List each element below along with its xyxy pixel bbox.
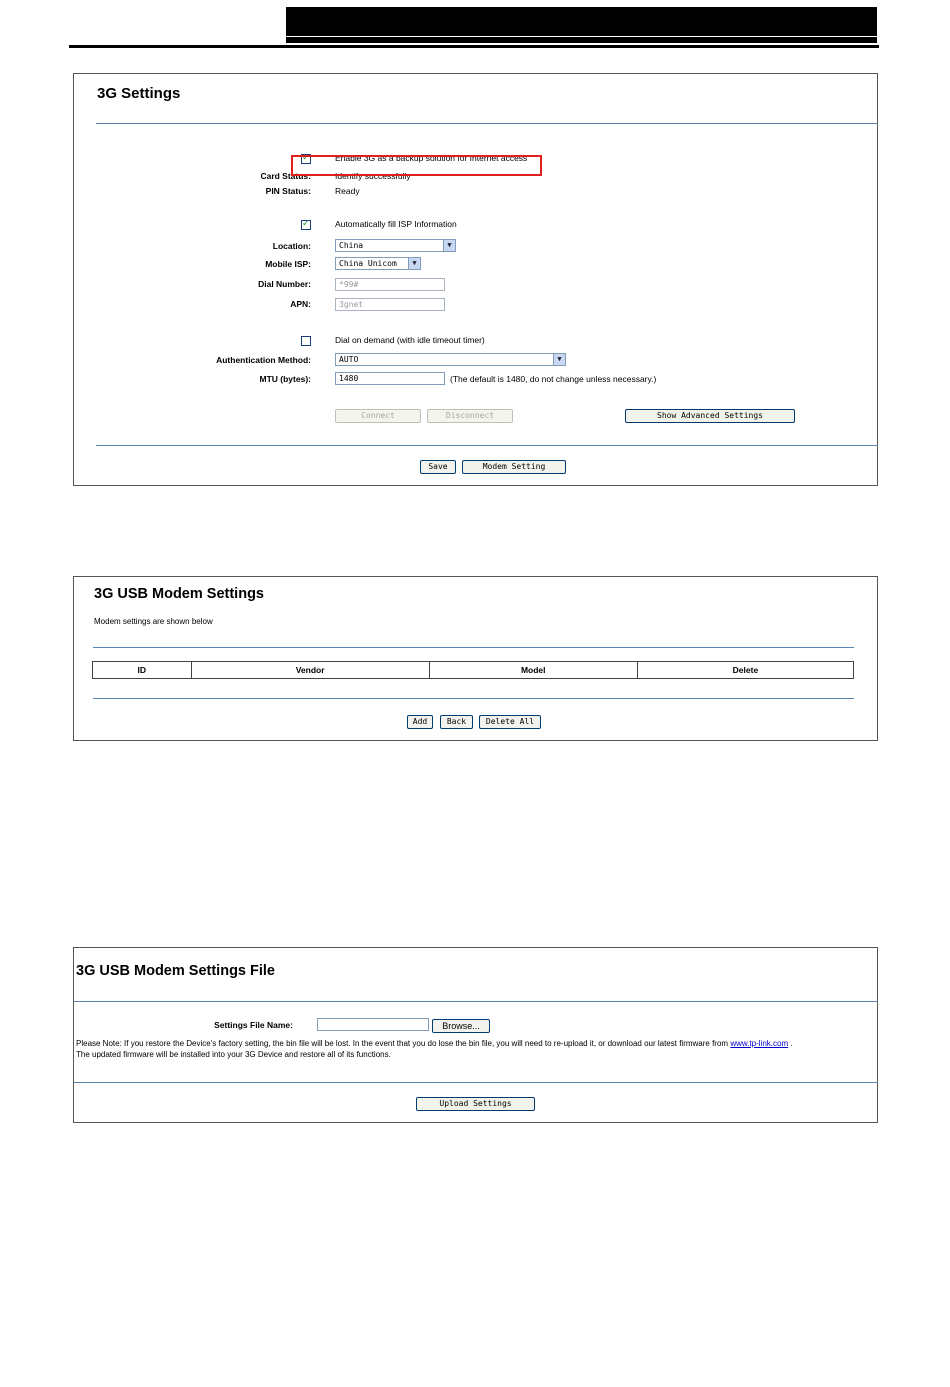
column-delete: Delete	[637, 662, 853, 679]
delete-all-button[interactable]: Delete All	[479, 715, 541, 729]
dial-number-input[interactable]: *99#	[335, 278, 445, 291]
dial-on-demand-checkbox[interactable]	[301, 336, 311, 346]
header-rule	[69, 45, 879, 48]
dial-on-demand-label: Dial on demand (with idle timeout timer)	[335, 335, 485, 345]
auto-fill-checkbox[interactable]	[301, 220, 311, 230]
modem-panel	[73, 576, 878, 741]
upload-settings-button[interactable]: Upload Settings	[416, 1097, 535, 1111]
location-select[interactable]	[335, 239, 456, 252]
chevron-down-icon: ▼	[443, 240, 455, 251]
browse-button[interactable]: Browse...	[432, 1019, 490, 1033]
modem-table-header	[93, 662, 854, 679]
chevron-down-icon: ▼	[553, 354, 565, 365]
file-divider-bottom	[74, 1082, 878, 1083]
modem-title: 3G USB Modem Settings	[94, 586, 264, 602]
mobile-isp-label: Mobile ISP:	[265, 259, 311, 269]
pin-status-value: Ready	[335, 186, 360, 196]
mtu-label: MTU (bytes):	[259, 374, 311, 384]
file-name-input[interactable]	[317, 1018, 429, 1031]
chevron-down-icon: ▼	[408, 258, 420, 269]
title-divider	[96, 123, 878, 124]
modem-setting-button[interactable]: Modem Setting	[462, 460, 566, 474]
settings-panel	[73, 73, 878, 486]
back-button[interactable]: Back	[440, 715, 473, 729]
enable-backup-label: Enable 3G as a backup solution for Internet access	[335, 153, 528, 163]
add-button[interactable]: Add	[407, 715, 433, 729]
modem-divider-top	[93, 647, 854, 648]
tp-link-link[interactable]: www.tp-link.com	[730, 1039, 789, 1048]
modem-divider-bottom	[93, 698, 854, 699]
header-bar	[286, 7, 877, 36]
file-panel	[73, 947, 878, 1123]
apn-input[interactable]: 3gnet	[335, 298, 445, 311]
file-title: 3G USB Modem Settings File	[76, 963, 275, 979]
restore-note-text: Please Note: If you restore the Device's factory setting, the bin file will be lost. In the event that you do lose the bin file, you will need to re-upload it, or download our latest firmware from	[76, 1039, 729, 1048]
restore-note-line2: The updated firmware will be installed into your 3G Device and restore all of its functions.	[76, 1050, 391, 1059]
column-id: ID	[93, 662, 192, 679]
apn-label: APN:	[290, 299, 311, 309]
card-status-value: Identify successfully	[335, 171, 411, 181]
mobile-isp-select-value: China Unicom	[339, 259, 397, 268]
header-bar-underline	[286, 37, 877, 43]
connect-button[interactable]: Connect	[335, 409, 421, 423]
auth-method-label: Authentication Method:	[216, 355, 311, 365]
file-divider-top	[74, 1001, 878, 1002]
file-name-label: Settings File Name:	[214, 1020, 293, 1030]
auth-method-select[interactable]	[335, 353, 566, 366]
mtu-input[interactable]: 1480	[335, 372, 445, 385]
modem-subtitle: Modem settings are shown below	[94, 617, 213, 626]
card-status-label: Card Status:	[260, 171, 311, 181]
pin-status-label: PIN Status:	[265, 186, 311, 196]
auto-fill-label: Automatically fill ISP Information	[335, 219, 457, 229]
footer-divider	[96, 445, 878, 446]
disconnect-button[interactable]: Disconnect	[427, 409, 513, 423]
column-vendor: Vendor	[191, 662, 429, 679]
mtu-note: (The default is 1480, do not change unless necessary.)	[450, 374, 657, 384]
show-advanced-button[interactable]: Show Advanced Settings	[625, 409, 795, 423]
column-model: Model	[429, 662, 637, 679]
location-label: Location:	[272, 241, 311, 251]
auth-method-select-value: AUTO	[339, 355, 359, 364]
save-button[interactable]: Save	[420, 460, 456, 474]
highlight-box	[291, 155, 542, 176]
restore-note-end: .	[790, 1039, 793, 1048]
dial-number-label: Dial Number:	[258, 279, 311, 289]
modem-table	[92, 661, 854, 679]
mobile-isp-select[interactable]	[335, 257, 421, 270]
page-title: 3G Settings	[97, 85, 181, 102]
restore-note	[76, 1039, 793, 1048]
location-select-value: China	[339, 241, 364, 250]
